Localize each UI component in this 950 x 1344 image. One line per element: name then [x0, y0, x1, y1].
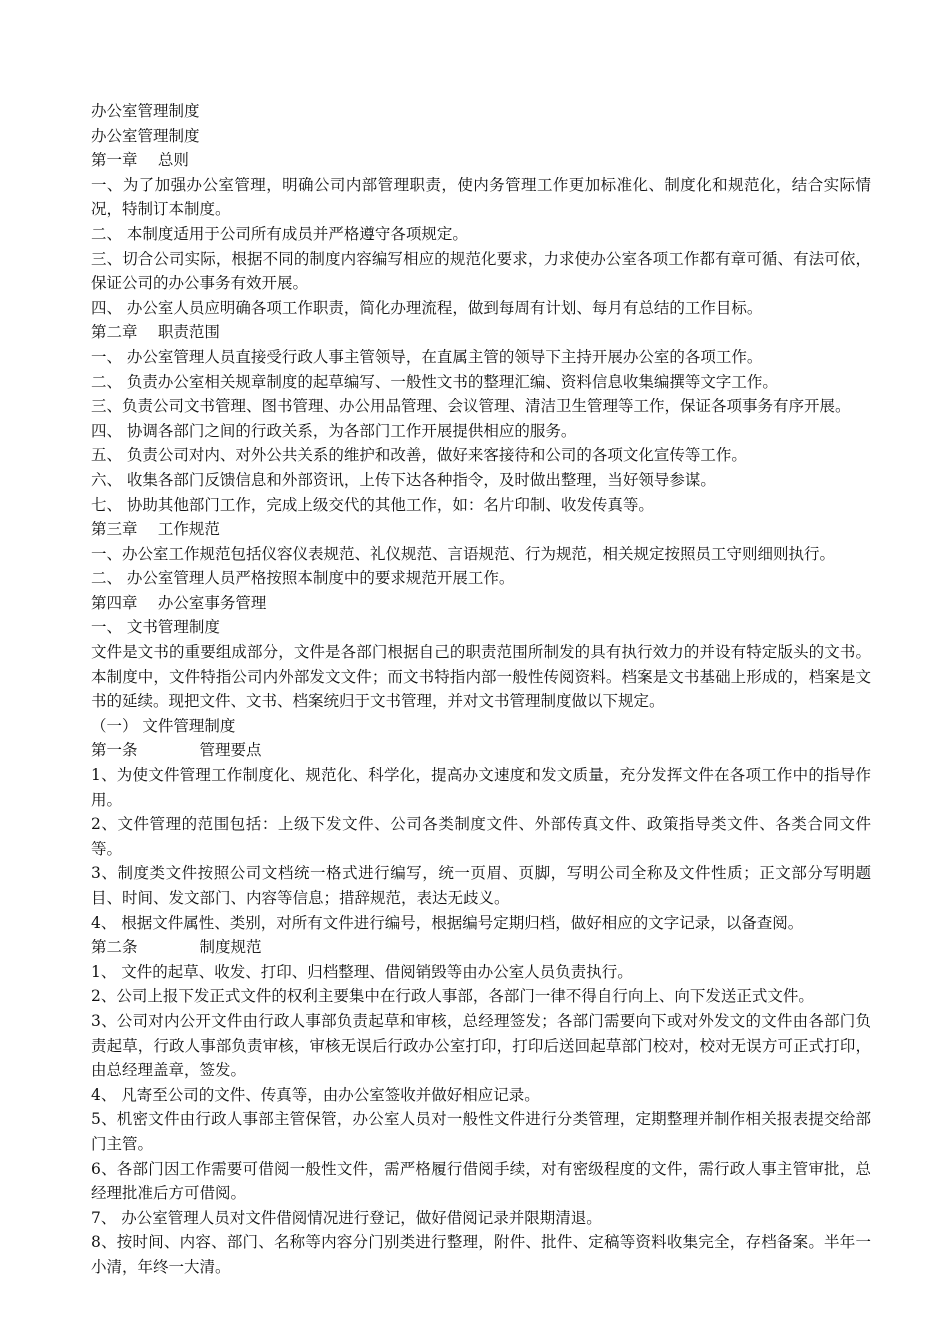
paragraph: 三、切合公司实际，根据不同的制度内容编写相应的规范化要求，力求使办公室各项工作都有章可循、有法可依，保证公司的办公事务有效开展。 [91, 249, 871, 293]
paragraph: 二、 负责办公室相关规章制度的起草编写、一般性文书的整理汇编、资料信息收集编撰等文字工作。 [91, 372, 778, 391]
chapter-heading: 第四章 办公室事务管理 [91, 593, 267, 612]
paragraph: 四、 协调各部门之间的行政关系，为各部门工作开展提供相应的服务。 [91, 421, 577, 440]
paragraph: 一、办公室工作规范包括仪容仪表规范、礼仪规范、言语规范、行为规范，相关规定按照员工守则细则执行。 [91, 544, 836, 563]
subsection-heading: （一） 文件管理制度 [91, 716, 236, 735]
paragraph: 三、负责公司文书管理、图书管理、办公用品管理、会议管理、清洁卫生管理等工作，保证各项事务有序开展。 [91, 397, 851, 416]
paragraph: 4、 凡寄至公司的文件、传真等，由办公室签收并做好相应记录。 [91, 1085, 540, 1104]
paragraph: 5、机密文件由行政人事部主管保管，办公室人员对一般性文件进行分类管理，定期整理并制作相关报表提交给部门主管。 [91, 1110, 871, 1153]
paragraph: 1、 文件的起草、收发、打印、归档整理、借阅销毁等由办公室人员负责执行。 [91, 962, 633, 981]
paragraph: 1、为使文件管理工作制度化、规范化、科学化，提高办文速度和发文质量，充分发挥文件在各项工作中的指导作用。 [91, 766, 871, 809]
paragraph: 6、各部门因工作需要可借阅一般性文件，需严格履行借阅手续，对有密级程度的文件，需行政人事主管审批，总经理批准后方可借阅。 [91, 1159, 871, 1203]
paragraph: 3、制度类文件按照公司文档统一格式进行编写，统一页眉、页脚，写明公司全称及文件性质；正文部分写明题目、时间、发文部门、内容等信息；措辞规范，表达无歧义。 [91, 864, 871, 907]
doc-subtitle: 办公室管理制度 [91, 126, 200, 145]
paragraph: 一、为了加强办公室管理，明确公司内部管理职责，使内务管理工作更加标准化、制度化和规范化，结合实际情况，特制订本制度。 [91, 175, 871, 219]
paragraph: 六、 收集各部门反馈信息和外部资讯，上传下达各种指令，及时做出整理，当好领导参谋。 [91, 470, 716, 489]
document-body [91, 99, 871, 1280]
paragraph: 7、 办公室管理人员对文件借阅情况进行登记，做好借阅记录并限期清退。 [91, 1208, 602, 1227]
article-heading: 第一条 管理要点 [91, 741, 262, 760]
paragraph: 文件是文书的重要组成部分，文件是各部门根据自己的职责范围所制发的具有执行效力的并设有特定版头的文书。本制度中，文件特指公司内外部发文文件；而文书特指内部一般性传阅资料。档案是文书基础上形成的，档案是文书的延续。现把文件、文书、档案统归于文书管理，并对文书管理制度做以下规定。 [91, 643, 871, 711]
paragraph: 4、 根据文件属性、类别，对所有文件进行编号，根据编号定期归档，做好相应的文字记录，以备查阅。 [91, 913, 804, 932]
section-heading: 一、 文书管理制度 [91, 618, 220, 637]
doc-title: 办公室管理制度 [91, 102, 200, 120]
paragraph: 二、 本制度适用于公司所有成员并严格遵守各项规定。 [91, 224, 468, 243]
paragraph: 五、 负责公司对内、对外公共关系的维护和改善，做好来客接待和公司的各项文化宣传等工作。 [91, 446, 747, 465]
paragraph: 2、公司上报下发正式文件的权利主要集中在行政人事部，各部门一律不得自行向上、向下发送正式文件。 [91, 987, 814, 1006]
paragraph: 2、文件管理的范围包括：上级下发文件、公司各类制度文件、外部传真文件、政策指导类文件、各类合同文件等。 [91, 815, 871, 858]
paragraph: 四、 办公室人员应明确各项工作职责，简化办理流程，做到每周有计划、每月有总结的工作目标。 [91, 298, 763, 317]
chapter-heading: 第一章 总则 [91, 151, 189, 170]
paragraph: 一、 办公室管理人员直接受行政人事主管领导，在直属主管的领导下主持开展办公室的各项工作。 [91, 347, 763, 366]
chapter-heading: 第二章 职责范围 [91, 323, 220, 342]
chapter-heading: 第三章 工作规范 [91, 520, 220, 539]
article-heading: 第二条 制度规范 [91, 938, 262, 957]
paragraph: 二、 办公室管理人员严格按照本制度中的要求规范开展工作。 [91, 569, 515, 588]
paragraph: 8、按时间、内容、部门、名称等内容分门别类进行整理，附件、批件、定稿等资料收集完全，存档备案。半年一小清，年终一大清。 [91, 1233, 871, 1276]
paragraph: 3、公司对内公开文件由行政人事部负责起草和审核，总经理签发；各部门需要向下或对外发文的文件由各部门负责起草，行政人事部负责审核，审核无误后行政办公室打印，打印后送回起草部门校对，校对无误方可正式打印，由总经理盖章，签发。 [91, 1011, 871, 1080]
paragraph: 七、 协助其他部门工作，完成上级交代的其他工作，如：名片印制、收发传真等。 [91, 495, 654, 514]
